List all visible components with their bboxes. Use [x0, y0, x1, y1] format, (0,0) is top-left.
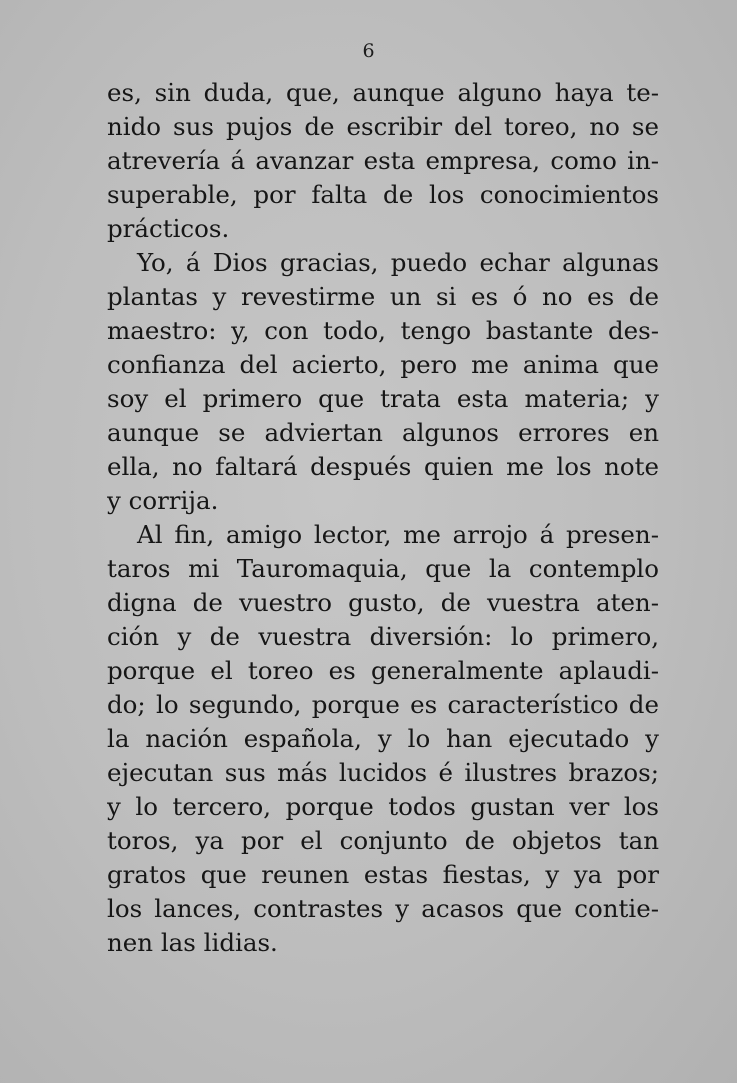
text-line: gratos que reunen estas fiestas, y ya por [107, 860, 659, 889]
text-line: superable, por falta de los conocimientos [107, 180, 659, 209]
text-line: nido sus pujos de escribir del toreo, no se [107, 112, 659, 141]
text-line: maestro: y, con todo, tengo bastante des- [107, 316, 659, 345]
text-line: digna de vuestro gusto, de vuestra aten- [107, 588, 659, 617]
text-line: ejecutan sus más lucidos é ilustres brazos; [107, 758, 659, 787]
text-line: ción y de vuestra diversión: lo primero, [107, 622, 659, 651]
text-line: es, sin duda, que, aunque alguno haya te- [107, 78, 659, 107]
text-line: ella, no faltará después quien me los note [107, 452, 659, 481]
text-line: nen las lidias. [107, 928, 278, 957]
text-line: los lances, contrastes y acasos que contie- [107, 894, 659, 923]
paragraph-start-line: Al fin, amigo lector, me arrojo á presen- [137, 520, 659, 549]
text-line: plantas y revestirme un si es ó no es de [107, 282, 659, 311]
text-line: la nación española, y lo han ejecutado y [107, 724, 659, 753]
text-line: soy el primero que trata esta materia; y [107, 384, 659, 413]
body-text [107, 76, 659, 960]
text-line: confianza del acierto, pero me anima que [107, 350, 659, 379]
text-line: aunque se adviertan algunos errores en [107, 418, 659, 447]
paragraph-start-line: Yo, á Dios gracias, puedo echar algunas [137, 248, 659, 277]
text-line: y corrija. [107, 486, 219, 515]
text-line: do; lo segundo, porque es característico de [107, 690, 659, 719]
page-number: 6 [362, 40, 375, 62]
text-line: taros mi Tauromaquia, que la contemplo [107, 554, 659, 583]
text-line: atrevería á avanzar esta empresa, como in- [107, 146, 659, 175]
text-line: toros, ya por el conjunto de objetos tan [107, 826, 659, 855]
text-line: porque el toreo es generalmente aplaudi- [107, 656, 659, 685]
text-line: y lo tercero, porque todos gustan ver los [107, 792, 659, 821]
text-line: prácticos. [107, 214, 230, 243]
